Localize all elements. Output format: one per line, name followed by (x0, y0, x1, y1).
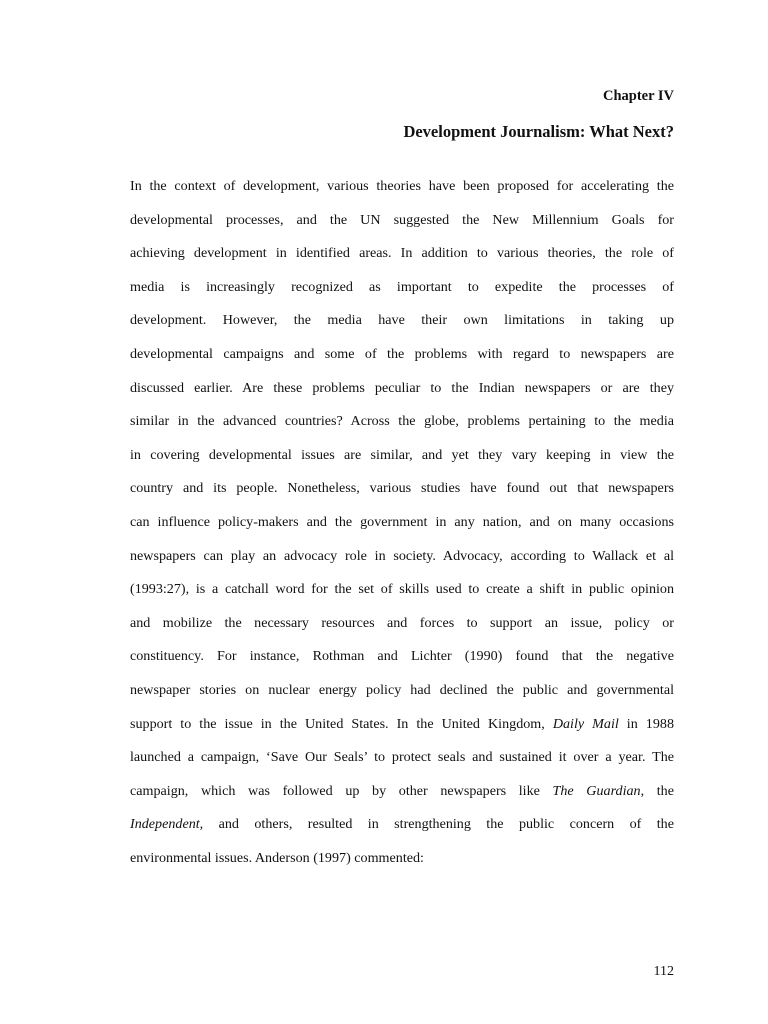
text-line (130, 645, 674, 679)
text-line (130, 209, 674, 243)
chapter-title: Development Journalism: What Next? (403, 122, 674, 141)
text-line (130, 242, 674, 276)
text-line (130, 377, 674, 411)
text-segment: campaign, which was followed up by other newspapers like (130, 782, 553, 799)
text-segment: environmental issues. Anderson (1997) commented: (130, 849, 424, 866)
italic-text: Daily Mail (552, 715, 619, 732)
italic-text: The Guardian (552, 782, 641, 799)
text-line (130, 612, 674, 646)
text-segment: in 1988 (618, 715, 674, 732)
body-paragraph (130, 175, 674, 880)
text-line (130, 679, 674, 713)
text-line (130, 444, 674, 478)
text-segment: , the (640, 782, 674, 799)
text-line (130, 410, 674, 444)
text-segment: and mobilize the necessary resources and forces to support an issue, policy or (130, 614, 674, 631)
text-line (130, 309, 674, 343)
page-number: 112 (653, 964, 674, 979)
text-line (130, 746, 674, 780)
text-segment: achieving development in identified areas. In addition to various theories, the role of (130, 245, 674, 262)
text-line (130, 847, 674, 881)
text-segment: (1993:27), is a catchall word for the set of skills used to create a shift in public opinion (130, 581, 674, 598)
text-segment: country and its people. Nonetheless, various studies have found out that newspapers (130, 480, 674, 497)
text-line (130, 578, 674, 612)
text-segment: and others, resulted in strengthening the public concern of the (203, 816, 674, 833)
text-line (130, 175, 674, 209)
text-segment: support to the issue in the United States. In the United Kingdom, (130, 715, 553, 732)
text-line (130, 780, 674, 814)
text-segment: can influence policy-makers and the government in any nation, and on many occasions (130, 513, 674, 530)
text-segment: launched a campaign, ‘Save Our Seals’ to protect seals and sustained it over a year. The (130, 749, 674, 766)
text-segment: constituency. For instance, Rothman and Lichter (1990) found that the negative (130, 648, 674, 665)
text-segment: similar in the advanced countries? Across the globe, problems pertaining to the media (130, 413, 674, 430)
text-segment: developmental campaigns and some of the problems with regard to newspapers are (130, 345, 674, 362)
text-line (130, 813, 674, 847)
chapter-label: Chapter IV (602, 88, 674, 104)
text-line (130, 713, 674, 747)
text-line (130, 477, 674, 511)
text-segment: development. However, the media have their own limitations in taking up (130, 312, 674, 329)
text-line (130, 343, 674, 377)
text-line (130, 545, 674, 579)
text-line (130, 276, 674, 310)
italic-text: Independent, (130, 816, 204, 833)
text-segment: discussed earlier. Are these problems peculiar to the Indian newspapers or are they (130, 379, 674, 396)
text-segment: newspaper stories on nuclear energy policy had declined the public and governmental (130, 681, 674, 698)
text-line (130, 511, 674, 545)
text-segment: media is increasingly recognized as important to expedite the processes of (130, 278, 674, 295)
text-segment: in covering developmental issues are similar, and yet they vary keeping in view the (130, 446, 674, 463)
text-segment: developmental processes, and the UN suggested the New Millennium Goals for (130, 211, 674, 228)
text-segment: In the context of development, various theories have been proposed for accelerating the (130, 178, 674, 194)
text-segment: newspapers can play an advocacy role in society. Advocacy, according to Wallack et al (130, 547, 674, 564)
